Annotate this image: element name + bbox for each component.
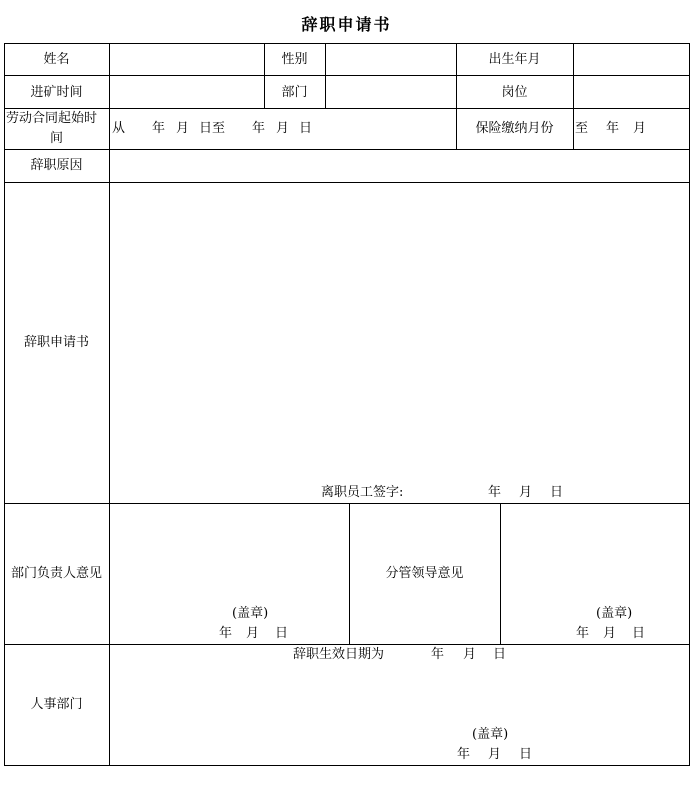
application-label: 辞职申请书 <box>23 335 89 350</box>
gender-field[interactable] <box>326 44 456 75</box>
grid-line <box>689 43 690 766</box>
join-date-label: 进矿时间 <box>30 85 83 100</box>
dept-stamp: (盖章) <box>232 606 269 621</box>
insurance-label: 保险缴纳月份 <box>475 121 554 136</box>
insurance-month: 月 <box>633 121 647 136</box>
hr-month: 月 <box>488 747 502 762</box>
application-field[interactable] <box>110 183 689 483</box>
dept-head-label: 部门负责人意见 <box>10 566 102 581</box>
name-field[interactable] <box>110 44 264 75</box>
signature-year: 年 <box>488 485 502 500</box>
dept-day: 日 <box>275 626 289 641</box>
contract-day2: 日 <box>299 121 313 136</box>
contract-year1: 年 <box>152 121 166 136</box>
birth-label: 出生年月 <box>488 52 541 67</box>
grid-line <box>4 765 690 766</box>
signature-label: 离职员工签字: <box>321 485 404 500</box>
form-title: 辞职申请书 <box>301 15 392 34</box>
contract-month2: 月 <box>276 121 290 136</box>
hr-opinion-field[interactable] <box>110 666 689 726</box>
name-label: 姓名 <box>43 52 70 67</box>
leader-year: 年 <box>576 626 590 641</box>
leader-opinion-field[interactable] <box>501 504 689 604</box>
reason-label: 辞职原因 <box>30 158 83 173</box>
hr-day: 日 <box>519 747 533 762</box>
leader-stamp: (盖章) <box>596 606 633 621</box>
post-field[interactable] <box>574 76 689 108</box>
leader-label: 分管领导意见 <box>385 566 464 581</box>
dept-head-opinion-field[interactable] <box>110 504 349 604</box>
birth-field[interactable] <box>574 44 689 75</box>
contract-month1: 月 <box>176 121 190 136</box>
grid-line <box>4 644 690 645</box>
effective-day: 日 <box>493 647 507 662</box>
insurance-year: 年 <box>606 121 620 136</box>
signature-month: 月 <box>519 485 533 500</box>
effective-year: 年 <box>431 647 445 662</box>
department-field[interactable] <box>326 76 456 108</box>
contract-day-to: 日至 <box>199 121 226 136</box>
hr-year: 年 <box>457 747 471 762</box>
insurance-to: 至 <box>575 121 589 136</box>
join-date-field[interactable] <box>110 76 264 108</box>
department-label: 部门 <box>281 85 308 100</box>
leader-month: 月 <box>603 626 617 641</box>
contract-year2: 年 <box>252 121 266 136</box>
grid-line <box>4 43 5 766</box>
effective-date-label: 辞职生效日期为 <box>293 647 385 662</box>
contract-label-line2: 间 <box>49 131 63 146</box>
dept-year: 年 <box>219 626 233 641</box>
gender-label: 性别 <box>281 52 308 67</box>
grid-line <box>4 108 690 109</box>
signature-day: 日 <box>550 485 564 500</box>
reason-field[interactable] <box>110 150 689 182</box>
contract-from: 从 <box>112 121 126 136</box>
post-label: 岗位 <box>501 85 528 100</box>
effective-month: 月 <box>463 647 477 662</box>
hr-stamp: (盖章) <box>472 727 509 742</box>
contract-label-line1: 劳动合同起始时 <box>6 111 98 126</box>
hr-label: 人事部门 <box>30 697 83 712</box>
leader-day: 日 <box>632 626 646 641</box>
dept-month: 月 <box>246 626 260 641</box>
